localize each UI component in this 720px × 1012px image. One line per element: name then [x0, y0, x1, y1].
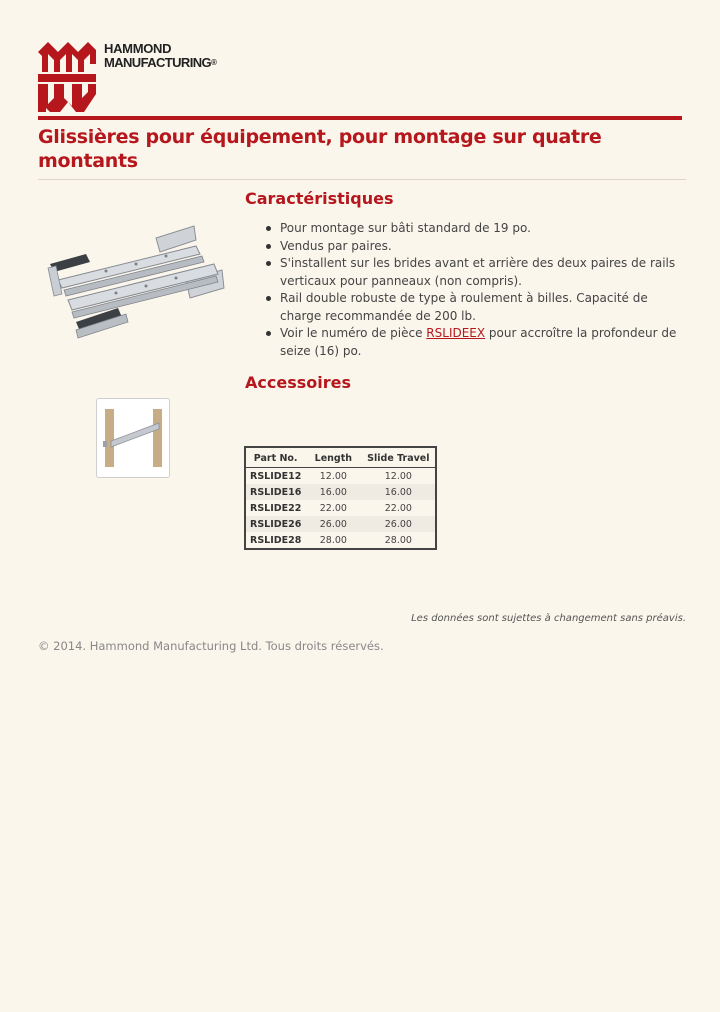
table-row — [245, 500, 436, 516]
table-row — [245, 484, 436, 500]
disclaimer-text: Les données sont sujettes à changement sans préavis. — [411, 613, 686, 624]
slide-travel-cell: 28.00 — [384, 534, 412, 546]
column-header: Part No. — [245, 447, 305, 468]
bullet-icon — [266, 226, 271, 231]
table-row — [245, 516, 436, 532]
table-row — [245, 468, 436, 485]
part-number-link[interactable]: RSLIDE22 — [250, 502, 302, 514]
slide-travel-cell: 16.00 — [361, 484, 436, 500]
accessory-thumbnail[interactable] — [96, 398, 170, 478]
bullet-icon — [266, 244, 271, 249]
title-divider — [38, 179, 686, 180]
features-heading: Caractéristiques — [245, 189, 394, 208]
accessory-image — [97, 399, 169, 477]
length-cell: 28.00 — [319, 534, 347, 546]
slide-rails-illustration — [48, 226, 224, 338]
rslideex-link[interactable]: RSLIDEEX — [426, 326, 486, 340]
bullet-icon — [266, 296, 271, 301]
product-image[interactable] — [46, 218, 238, 350]
bullet-icon — [266, 261, 271, 266]
accessories-heading: Accessoires — [245, 373, 351, 392]
brand-line1: HAMMOND — [104, 41, 172, 56]
bullet-icon — [266, 331, 271, 336]
table-row — [245, 532, 436, 549]
table-header-row — [245, 447, 436, 468]
list-item: Pour montage sur bâti standard de 19 po. — [262, 220, 688, 238]
hammond-logo-icon — [38, 42, 96, 112]
part-number-link[interactable]: RSLIDE12 — [250, 470, 302, 482]
page-title: Glissières pour équipement, pour montage sur quatre montants — [38, 126, 602, 172]
slide-travel-cell: 26.00 — [361, 516, 436, 532]
list-item: Rail double robuste de type à roulement à billes. Capacité de charge recommandée de 200 lb. — [262, 290, 688, 325]
list-item: Voir le numéro de pièce RSLIDEEX pour accroître la profondeur de seize (16) po. — [262, 325, 688, 360]
slide-travel-cell: 12.00 — [384, 470, 412, 482]
slide-travel-cell: 22.00 — [384, 502, 412, 514]
length-cell: 16.00 — [305, 484, 361, 500]
length-cell: 12.00 — [319, 470, 347, 482]
parts-table — [244, 446, 437, 550]
part-number-link[interactable]: RSLIDE26 — [245, 516, 305, 532]
brand-line2: MANUFACTURING — [104, 55, 212, 70]
list-item: S'installent sur les brides avant et arrière des deux paires de rails verticaux pour panneaux (non compris). — [262, 255, 688, 290]
brand-logo[interactable] — [38, 42, 238, 114]
header-divider — [38, 116, 682, 120]
column-header: Length — [305, 447, 361, 468]
part-number-link[interactable]: RSLIDE16 — [245, 484, 305, 500]
column-header: Slide Travel — [361, 447, 436, 468]
part-number-link[interactable]: RSLIDE28 — [250, 534, 302, 546]
length-cell: 22.00 — [319, 502, 347, 514]
copyright-text: © 2014. Hammond Manufacturing Ltd. Tous droits réservés. — [38, 639, 384, 653]
registered-mark: ® — [211, 58, 217, 67]
brand-wordmark — [104, 42, 216, 70]
list-item: Vendus par paires. — [262, 238, 688, 256]
length-cell: 26.00 — [305, 516, 361, 532]
features-list — [262, 220, 688, 360]
